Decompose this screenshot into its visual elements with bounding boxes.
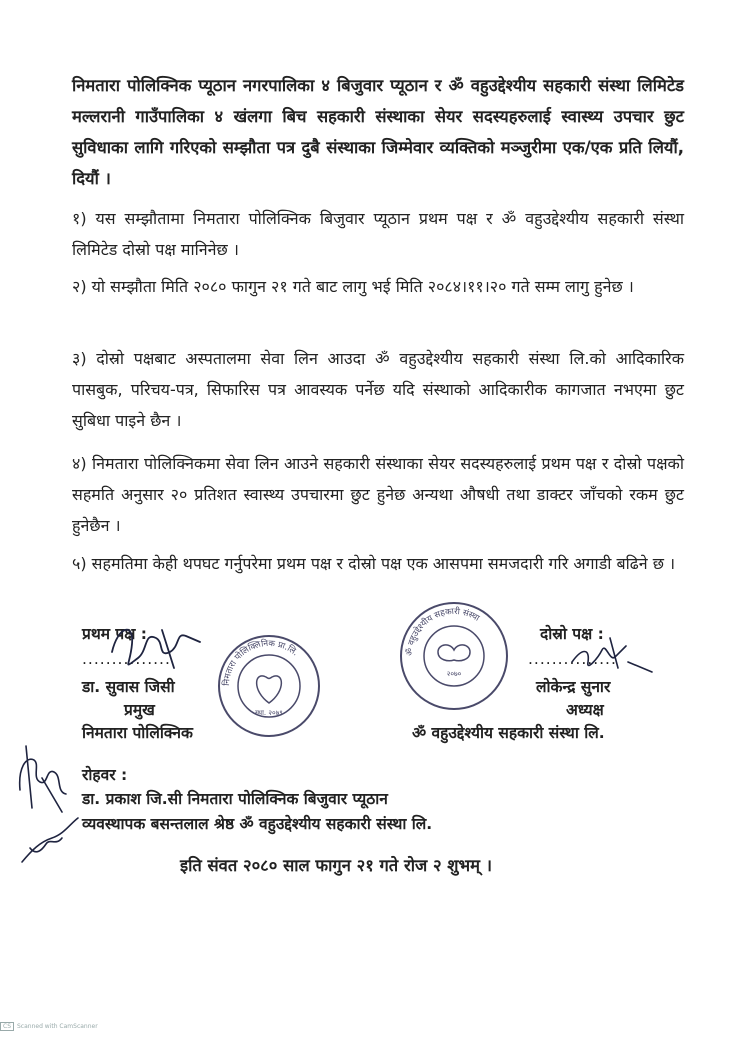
clause-3: ३) दोस्रो पक्षबाट अस्पतालमा सेवा लिन आउदा ॐ वहुउद्देश्यीय सहकारी संस्था लि.को आदिकारिक पासबुक, परिचय-पत्र, सिफारिस पत्र आवस्यक पर्नेछ यदि संस्थाको आदिकारीक कागजात नभएमा छुट सुबिधा पाइने छैन । (72, 349, 684, 430)
witness-line-2: व्यवस्थापक बसन्तलाल श्रेष्ठ ॐ वहुउद्देश्यीय सहकारी संस्था लि. (82, 815, 433, 833)
first-party-org: निमतारा पोलिक्निक (82, 724, 193, 742)
second-party-seal-year: २०७० (446, 670, 462, 678)
scanner-badge: CS (0, 1022, 14, 1031)
clause-5: ५) सहमतिमा केही थपघट गर्नुपरेमा प्रथम पक्ष र दोस्रो पक्ष एक आसपमा समजदारी गरि अगाडी बढिने छ । (72, 554, 676, 573)
first-party-name: डा. सुवास जिसी (82, 678, 175, 696)
clause-2: २) यो सम्झौता मिति २०८० फागुन २१ गते बाट लागु भई मिति २०८४।११।२० गते सम्म लागु हुनेछ । (72, 277, 634, 296)
first-party-seal-year: स्था. २०७९ (255, 709, 283, 717)
witness-line-1: डा. प्रकाश जि.सी निमतारा पोलिक्निक बिजुवार प्यूठान (82, 790, 388, 808)
first-party-heading: प्रथम पक्ष : (82, 625, 147, 643)
second-party-heading: दोस्रो पक्ष : (540, 625, 604, 643)
second-party-role: अध्यक्ष (566, 701, 604, 719)
clause-1: १) यस सम्झौतामा निमतारा पोलिक्निक बिजुवार प्यूठान प्रथम पक्ष र ॐ वहुउद्देश्यीय सहकारी संस्था लिमिटेड दोस्रो पक्ष मानिनेछ । (72, 209, 684, 259)
first-party-signature (104, 612, 214, 682)
second-party-seal (398, 600, 510, 712)
second-party-seal-ring: ॐ वहुउद्देश्यीय सहकारी संस्था (404, 606, 482, 657)
second-party-signature-line: ............... (528, 650, 617, 668)
first-party-seal-ring: निमतारा पोलिक्लिनिक प्रा.लि. (221, 638, 300, 687)
second-party-name: लोकेन्द्र सुनार (536, 678, 611, 696)
clause-4: ४) निमतारा पोलिक्निकमा सेवा लिन आउने सहकारी संस्थाका सेयर सदस्यहरुलाई प्रथम पक्ष र दोस्रो पक्षको सहमति अनुसार २० प्रतिशत स्वास्थ्य उपचारमा छुट हुनेछ अन्यथा औषधी तथा डाक्टर जाँचको रकम छुट हुनेछैन । (72, 454, 684, 535)
scanner-label: Scanned with CamScanner (17, 1023, 98, 1030)
second-party-org: ॐ वहुउद्देश्यीय सहकारी संस्था लि. (412, 724, 605, 742)
first-party-seal (216, 633, 322, 739)
witness-signatures (12, 738, 84, 878)
first-party-role: प्रमुख (124, 701, 155, 719)
agreement-intro: निमतारा पोलिक्निक प्यूठान नगरपालिका ४ बिजुवार प्यूठान र ॐ वहुउद्देश्यीय सहकारी संस्था लिमिटेड मल्लरानी गाउँपालिका ४ खंलगा बिच सहकारी संस्थाका सेयर सदस्यहरुलाई स्वास्थ्य उपचार छुट सुविधाका लागि गरिएको सम्झौता पत्र दुबै संस्थाका जिम्मेवार व्यक्तिको मञ्जुरीमा एक/एक प्रति लियौं, दियौं । (72, 76, 684, 188)
second-party-signature (566, 628, 656, 678)
scanner-watermark (0, 1022, 98, 1031)
first-party-signature-line: ............... (82, 650, 171, 668)
witness-heading: रोहवर : (82, 766, 128, 784)
closing-line: इति संवत २०८० साल फागुन २१ गते रोज २ शुभम् । (180, 856, 492, 875)
